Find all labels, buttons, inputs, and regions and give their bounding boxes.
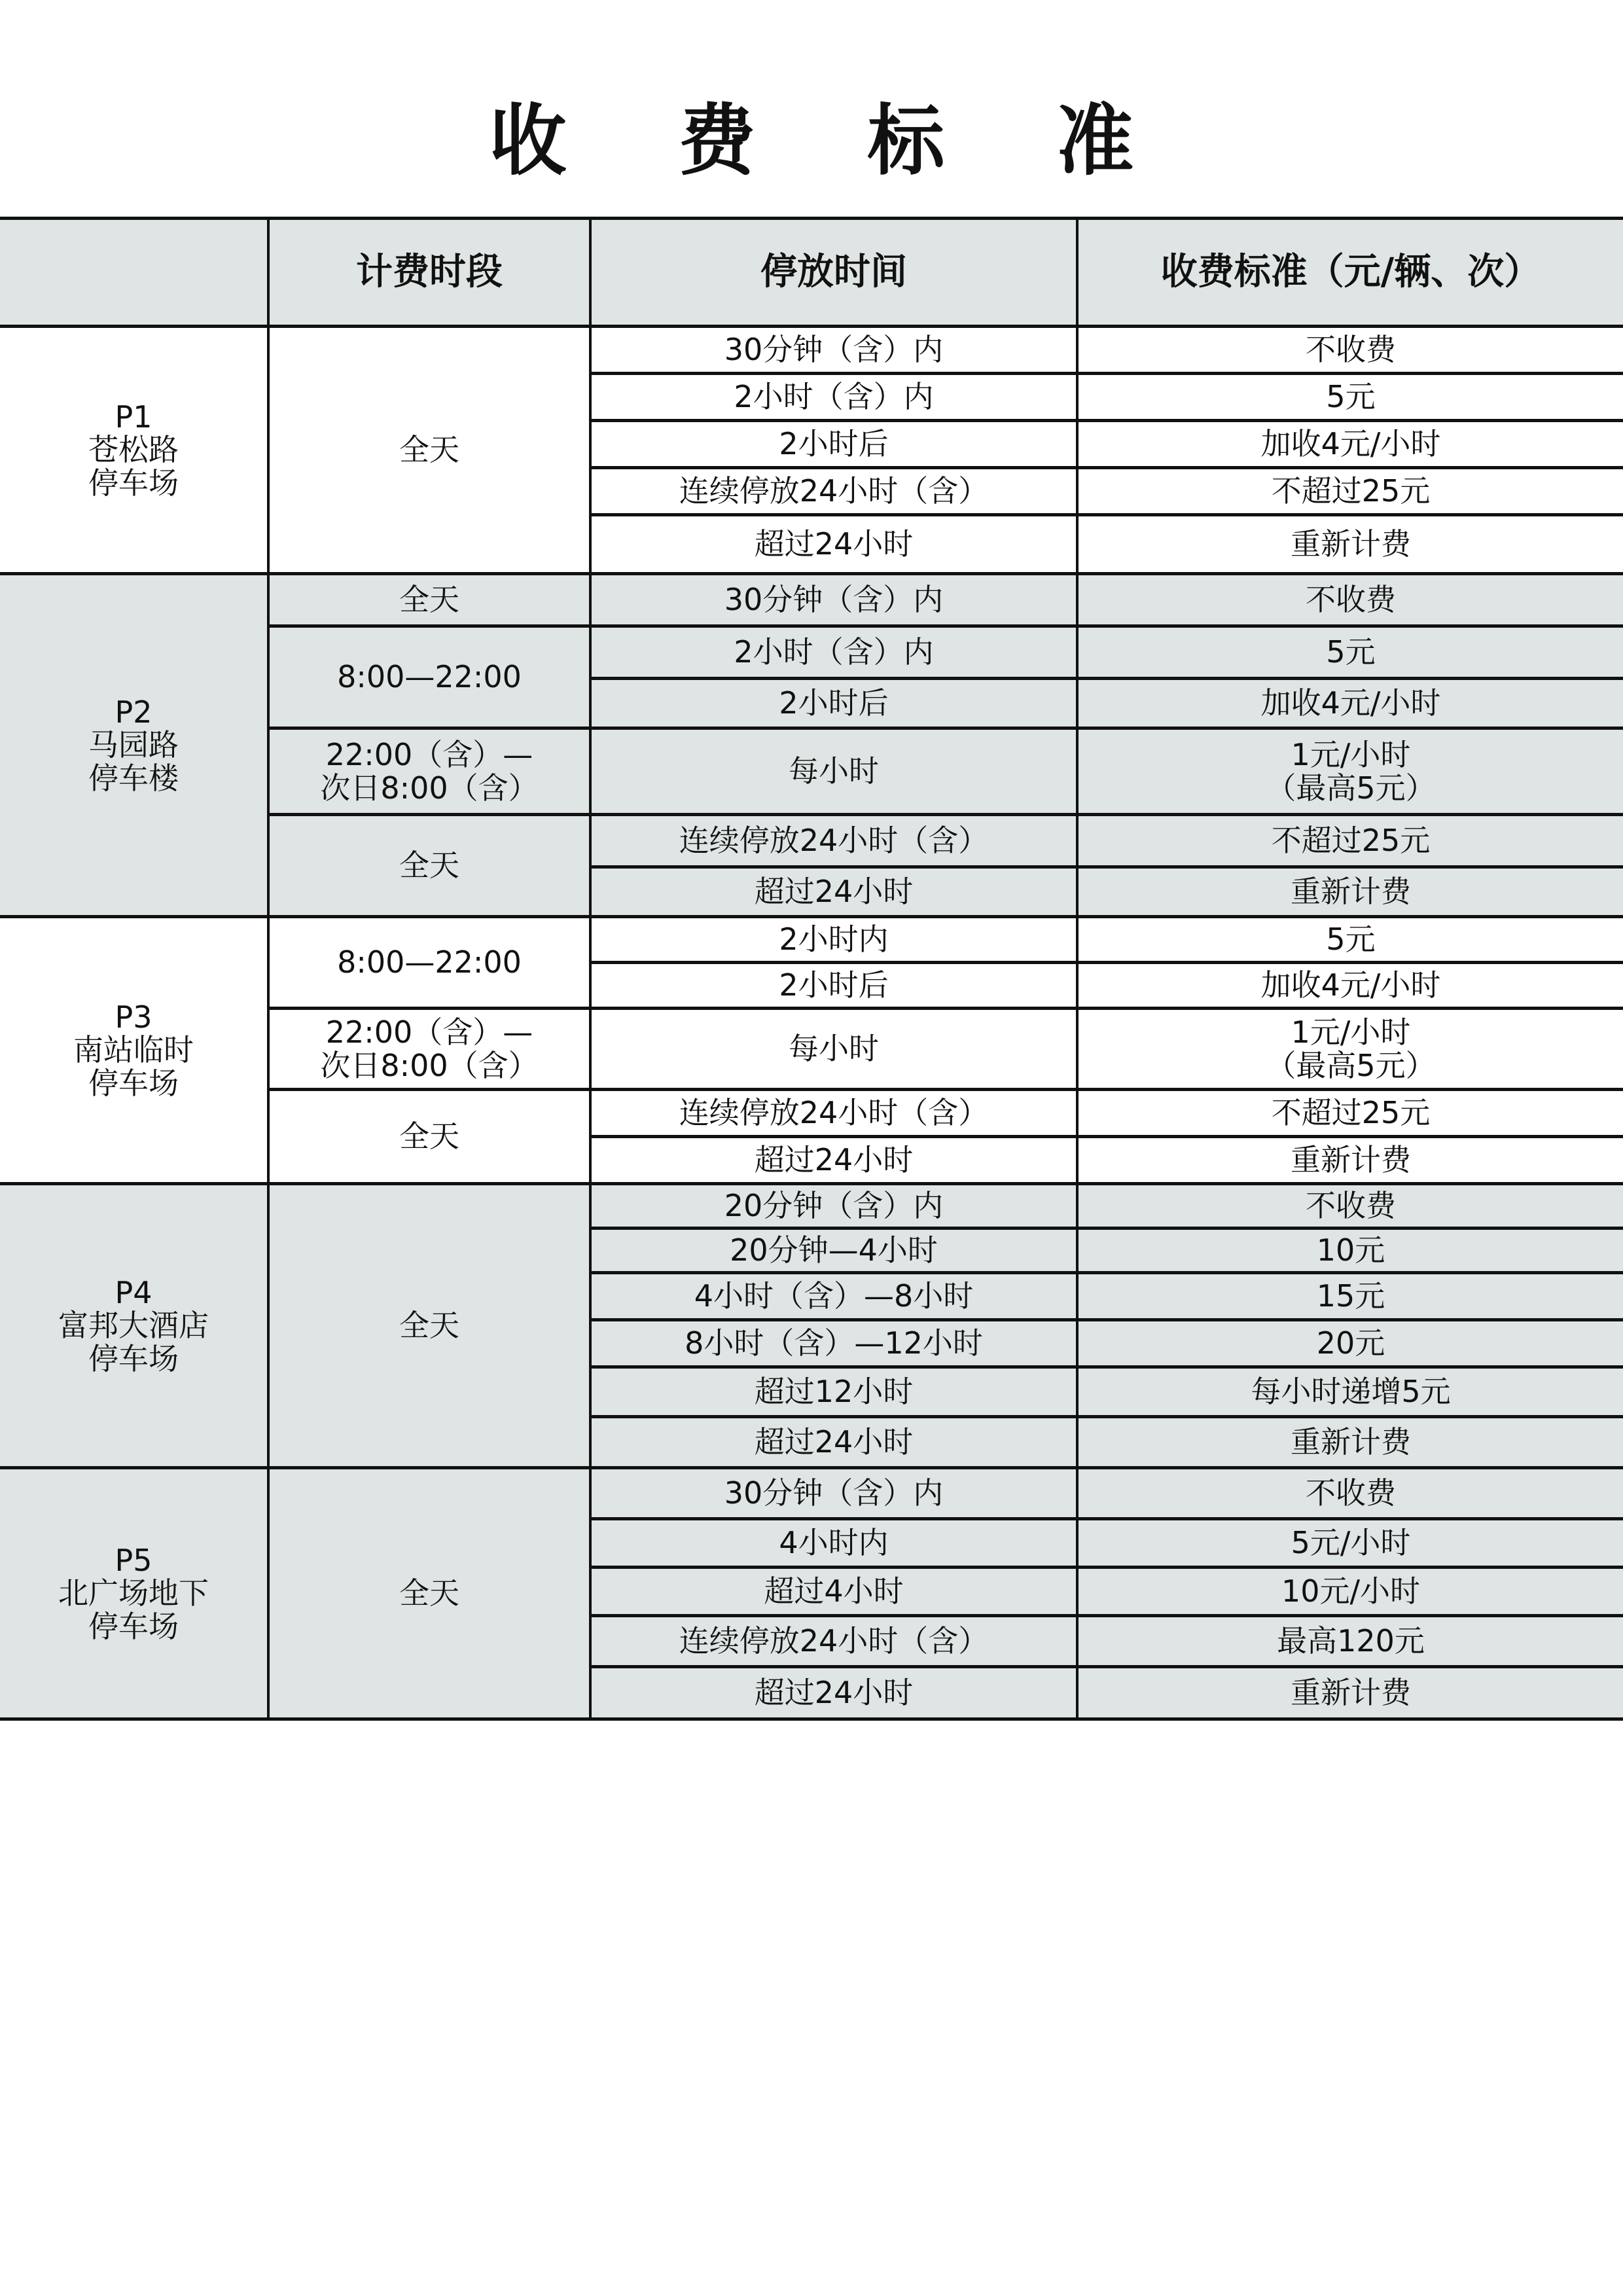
duration-cell: 超过24小时 (590, 1137, 1077, 1184)
fee-cell: 不收费 (1077, 1468, 1623, 1519)
fee-cell (1077, 728, 1623, 815)
duration-cell: 30分钟（含）内 (590, 574, 1077, 626)
duration-cell: 超过4小时 (590, 1568, 1077, 1616)
fee-cell: 5元 (1077, 917, 1623, 963)
fee-cell: 不收费 (1077, 1184, 1623, 1229)
lot-p5-cell (0, 1468, 268, 1719)
period-cell (268, 728, 590, 815)
fee-cell: 加收4元/小时 (1077, 679, 1623, 728)
fee-cell: 不超过25元 (1077, 815, 1623, 867)
duration-cell: 连续停放24小时（含） (590, 468, 1077, 515)
lot-code: P3 (115, 999, 152, 1035)
lot-name-line: 北广场地下 (58, 1575, 209, 1611)
duration-cell: 30分钟（含）内 (590, 327, 1077, 374)
period-line: 22:00（含）— (325, 1014, 533, 1050)
fee-cell: 最高120元 (1077, 1616, 1623, 1667)
lot-name-line: 马园路 (88, 727, 179, 763)
table-header-row (0, 219, 1623, 327)
table-row (0, 574, 1623, 626)
fee-cell: 每小时递增5元 (1077, 1367, 1623, 1417)
fee-standard-table (0, 217, 1623, 1721)
duration-cell: 2小时后 (590, 963, 1077, 1009)
lot-code: P1 (115, 399, 152, 435)
duration-cell: 连续停放24小时（含） (590, 1090, 1077, 1137)
fee-line: 1元/小时 (1291, 736, 1411, 772)
fee-cell: 重新计费 (1077, 867, 1623, 917)
lot-code: P4 (115, 1274, 152, 1310)
duration-cell: 超过12小时 (590, 1367, 1077, 1417)
duration-cell: 20分钟—4小时 (590, 1229, 1077, 1273)
fee-line: （最高5元） (1266, 770, 1436, 806)
fee-cell: 5元/小时 (1077, 1519, 1623, 1568)
fee-cell: 重新计费 (1077, 1667, 1623, 1719)
page-title: 收 费 标 准 (489, 96, 1177, 186)
table-row (0, 917, 1623, 963)
lot-name-line: 南站临时 (73, 1032, 194, 1068)
period-cell: 全天 (268, 1468, 590, 1719)
duration-cell: 2小时后 (590, 421, 1077, 468)
fee-cell: 不收费 (1077, 327, 1623, 374)
duration-cell: 超过24小时 (590, 515, 1077, 574)
fee-cell: 重新计费 (1077, 515, 1623, 574)
header-parking-duration: 停放时间 (590, 219, 1077, 327)
lot-p4-cell (0, 1184, 268, 1468)
period-line: 次日8:00（含） (320, 770, 539, 806)
duration-cell: 8小时（含）—12小时 (590, 1320, 1077, 1367)
duration-cell: 30分钟（含）内 (590, 1468, 1077, 1519)
period-cell: 全天 (268, 327, 590, 574)
duration-cell: 2小时后 (590, 679, 1077, 728)
fee-line: （最高5元） (1266, 1047, 1436, 1083)
table-row (0, 1468, 1623, 1519)
fee-cell: 15元 (1077, 1273, 1623, 1320)
lot-name-line: 停车场 (88, 1608, 179, 1644)
fee-line: 1元/小时 (1291, 1014, 1411, 1050)
table-row (0, 1184, 1623, 1229)
fee-cell: 5元 (1077, 626, 1623, 679)
period-line: 次日8:00（含） (320, 1047, 539, 1083)
duration-cell: 4小时（含）—8小时 (590, 1273, 1077, 1320)
duration-cell: 4小时内 (590, 1519, 1077, 1568)
duration-cell: 超过24小时 (590, 867, 1077, 917)
lot-p2-cell (0, 574, 268, 917)
fee-cell: 5元 (1077, 374, 1623, 421)
fee-cell: 不超过25元 (1077, 468, 1623, 515)
duration-cell: 超过24小时 (590, 1667, 1077, 1719)
fee-cell: 20元 (1077, 1320, 1623, 1367)
duration-cell: 2小时（含）内 (590, 374, 1077, 421)
lot-name-line: 富邦大酒店 (58, 1308, 209, 1344)
duration-cell: 连续停放24小时（含） (590, 815, 1077, 867)
fee-cell: 10元 (1077, 1229, 1623, 1273)
period-line: 22:00（含）— (325, 736, 533, 772)
lot-name-line: 停车场 (88, 1065, 179, 1101)
lot-name-line: 停车楼 (88, 760, 179, 796)
period-cell (268, 1009, 590, 1090)
period-cell: 全天 (268, 815, 590, 917)
header-lot (0, 219, 268, 327)
period-cell: 全天 (268, 1184, 590, 1468)
duration-cell: 连续停放24小时（含） (590, 1616, 1077, 1667)
fee-cell: 不收费 (1077, 574, 1623, 626)
fee-cell: 加收4元/小时 (1077, 963, 1623, 1009)
fee-cell: 重新计费 (1077, 1417, 1623, 1468)
fee-cell (1077, 1009, 1623, 1090)
period-cell: 8:00—22:00 (268, 917, 590, 1009)
lot-name-line: 停车场 (88, 465, 179, 501)
fee-cell: 10元/小时 (1077, 1568, 1623, 1616)
lot-name-line: 苍松路 (88, 432, 179, 468)
period-cell: 8:00—22:00 (268, 626, 590, 728)
fee-cell: 不超过25元 (1077, 1090, 1623, 1137)
lot-p1-cell (0, 327, 268, 574)
duration-cell: 每小时 (590, 1009, 1077, 1090)
table-row (0, 327, 1623, 374)
duration-cell: 20分钟（含）内 (590, 1184, 1077, 1229)
fee-cell: 重新计费 (1077, 1137, 1623, 1184)
lot-code: P5 (115, 1542, 152, 1578)
header-billing-period: 计费时段 (268, 219, 590, 327)
lot-name-line: 停车场 (88, 1340, 179, 1376)
fee-cell: 加收4元/小时 (1077, 421, 1623, 468)
duration-cell: 每小时 (590, 728, 1077, 815)
period-cell: 全天 (268, 1090, 590, 1184)
lot-code: P2 (115, 694, 152, 730)
period-cell: 全天 (268, 574, 590, 626)
duration-cell: 2小时（含）内 (590, 626, 1077, 679)
duration-cell: 2小时内 (590, 917, 1077, 963)
header-fee-standard: 收费标准（元/辆、次） (1077, 219, 1623, 327)
duration-cell: 超过24小时 (590, 1417, 1077, 1468)
lot-p3-cell (0, 917, 268, 1184)
